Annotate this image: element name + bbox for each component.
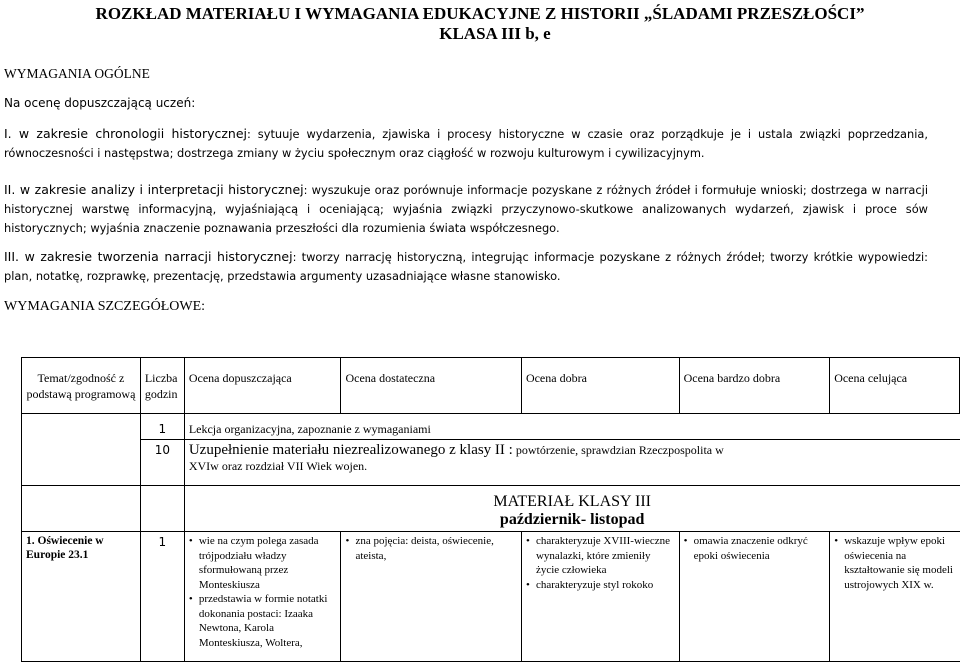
row2-note-a: powtórzenie, sprawdzian Rzeczpospolita w (512, 443, 724, 457)
table-header-row (22, 358, 960, 414)
row2-text: Uzupełnienie materiału niezrealizowanego z klasy II : (188, 442, 513, 458)
grade-good-cell (521, 532, 679, 662)
topic-hours: 1 (140, 532, 184, 662)
document-subtitle: KLASA III b, e (439, 24, 551, 43)
row2-cell (184, 440, 959, 486)
list-item: • wie na czym polega zasada trójpodziału władzy sformułowaną przez Monteskiusza (189, 534, 337, 592)
header-grade-excellent: Ocena celująca (830, 358, 960, 414)
requirement-3-lead: III. w zakresie tworzenia narracji historycznej (4, 249, 293, 264)
list-item: • omawia znaczenie odkryć epoki oświecenia (684, 534, 826, 563)
requirements-table (21, 357, 960, 662)
requirement-1-text: : sytuuje wydarzenia, zjawiska i procesy historyczne w czasie oraz porządkuje je i ustala związki poprzedzania, równoczesności i następstwa; dostrzega zmiany w życiu społecznym oraz ciągłość w rozwoju kulturowym i cywilizacyjnym. (4, 127, 929, 160)
table-row (22, 440, 960, 486)
table-row (22, 532, 960, 662)
grade-excellent-cell (830, 532, 960, 662)
list-item: • wskazuje wpływ epoki oświecenia na kształtowanie się modeli ustrojowych XIX w. (834, 534, 955, 592)
header-grade-very-good: Ocena bardzo dobra (679, 358, 830, 414)
header-grade-satisfactory: Ocena dostateczna (341, 358, 521, 414)
grade-very-good-cell (679, 532, 830, 662)
requirement-3-text: : tworzy narrację historyczną, integrując informacje pozyskane z różnych źródeł; tworzy krótkie wypowiedzi: plan, notatkę, rozprawkę, prezentację, przedstawia argumenty uzasadniające własne stanowisko. (4, 250, 929, 283)
row1-text: Lekcja organizacyjna, zapoznanie z wymaganiami (184, 414, 959, 440)
requirement-2-lead: II. w zakresie analizy i interpretacji historycznej (4, 182, 304, 197)
requirement-1 (4, 124, 928, 163)
row1-hours: 1 (140, 414, 184, 440)
section-title: MATERIAŁ KLASY III (493, 493, 651, 510)
list-item: • charakteryzuje styl rokoko (526, 578, 675, 593)
header-hours: Liczba godzin (140, 358, 184, 414)
detailed-requirements-heading: WYMAGANIA SZCZEGÓŁOWE: (4, 299, 206, 314)
list-item: • zna pojęcia: deista, oświecenie, ateista, (345, 534, 516, 563)
requirement-3 (4, 247, 928, 286)
grade-satisfactory-cell (341, 532, 521, 662)
header-topic: Temat/zgodność z podstawą programową (22, 358, 141, 414)
grade-heading: Na ocenę dopuszczającą uczeń: (4, 96, 196, 110)
header-grade-pass: Ocena dopuszczająca (184, 358, 341, 414)
section-row (22, 486, 960, 532)
section-header (184, 486, 959, 532)
table-row (22, 414, 960, 440)
requirement-2-text: : wyszukuje oraz porównuje informacje pozyskane z różnych źródeł i formułuje wnioski; dostrzega w narracji historycznej warstwę informacyjną, wyjaśniającą i oceniającą; wyjaśnia związki przyczynowo-skutkowe analizowanych wydarzeń, zjawisk i proce sów historycznych; wyjaśnia znaczenie poznawania przeszłości dla rozumienia świata współczesnego. (4, 183, 928, 235)
row2-note-b: XVIw oraz rozdział VII Wiek wojen. (188, 459, 368, 473)
topic-cell: 1. Oświecenie w Europie 23.1 (22, 532, 141, 662)
list-item: • przedstawia w formie notatki dokonania postaci: Izaaka Newtona, Karola Monteskiusza, Woltera, (189, 592, 337, 650)
section-subtitle: październik- listopad (499, 511, 645, 528)
header-grade-good: Ocena dobra (521, 358, 679, 414)
requirement-1-lead: I. w zakresie chronologii historycznej (4, 126, 248, 141)
grade-pass-cell (184, 532, 341, 662)
list-item: • charakteryzuje XVIII-wieczne wynalazki, które zmieniły życie człowieka (526, 534, 675, 578)
row2-hours: 10 (140, 440, 184, 486)
document-title: ROZKŁAD MATERIAŁU I WYMAGANIA EDUKACYJNE Z HISTORII „ŚLADAMI PRZESZŁOŚCI” (95, 4, 865, 23)
requirement-2 (4, 180, 928, 238)
general-requirements-heading: WYMAGANIA OGÓLNE (4, 66, 150, 81)
